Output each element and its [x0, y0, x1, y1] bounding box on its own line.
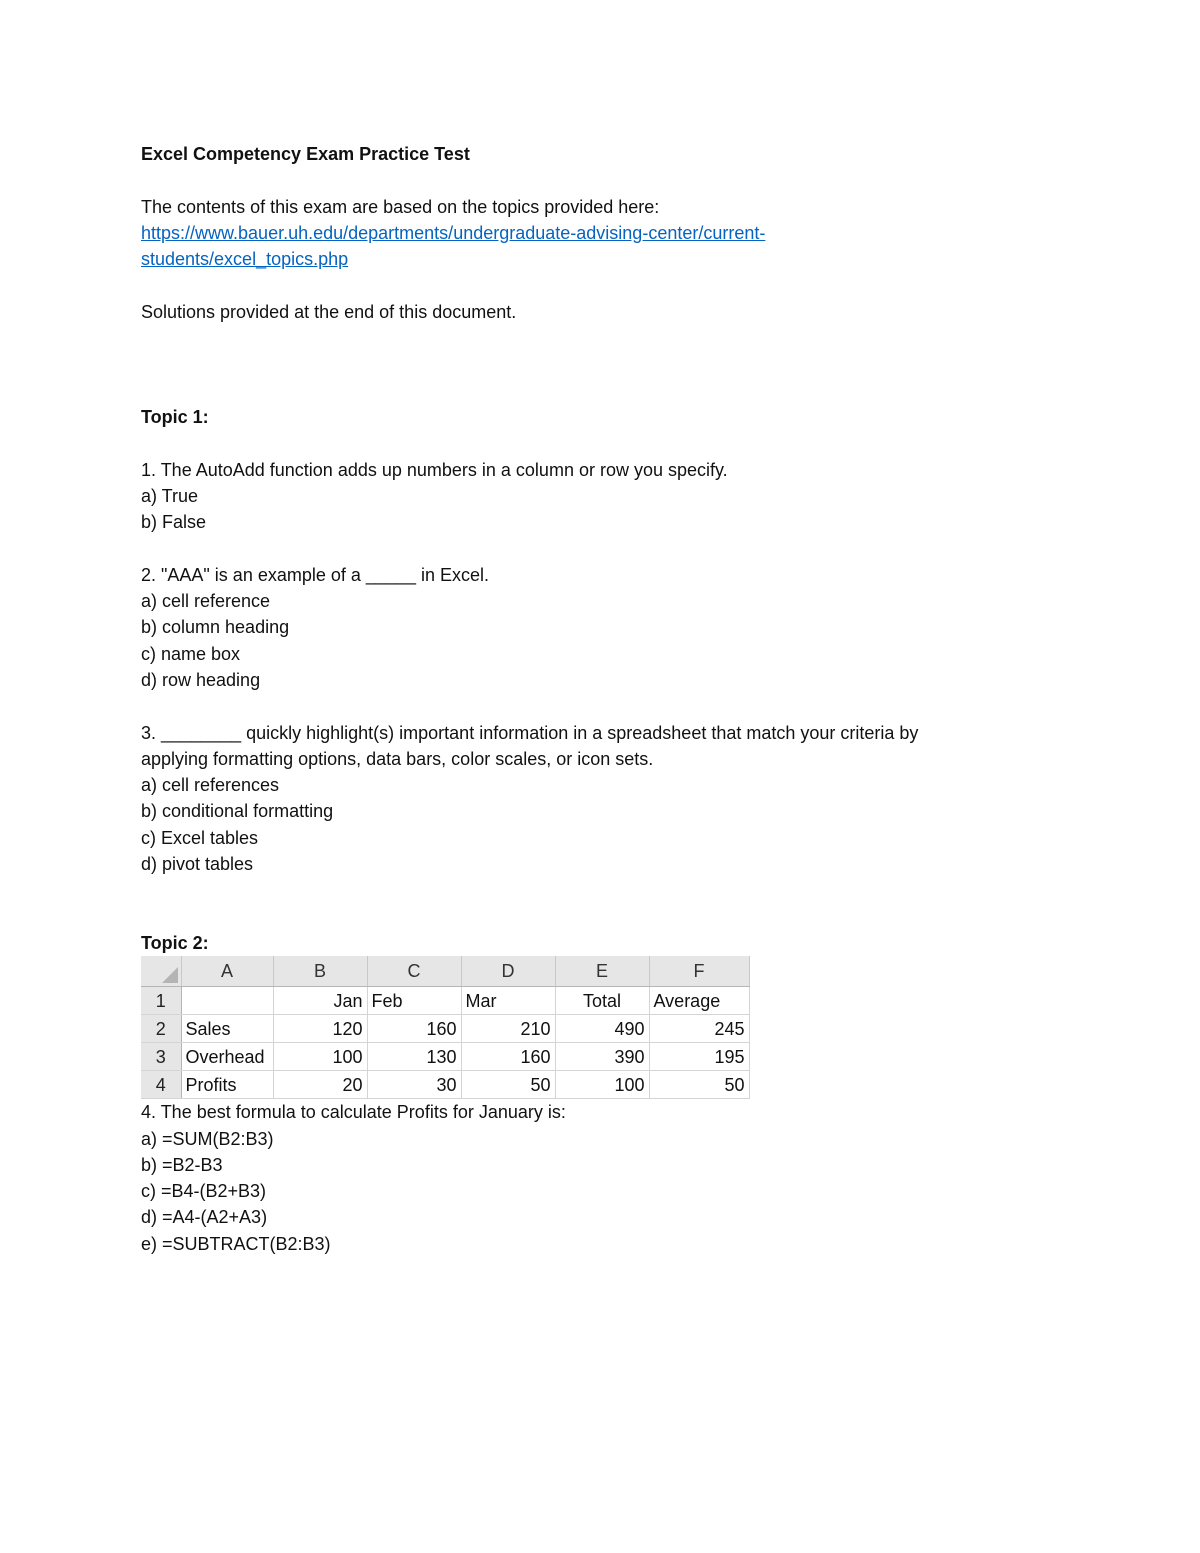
select-all-triangle-icon: [162, 967, 178, 983]
cell: Feb: [367, 987, 461, 1015]
question-4-option-d: d) =A4-(A2+A3): [141, 1207, 268, 1228]
row-header: 2: [141, 1015, 181, 1043]
question-4-option-a: a) =SUM(B2:B3): [141, 1128, 274, 1149]
question-4-option-b: b) =B2-B3: [141, 1154, 223, 1175]
table-row: [141, 1071, 749, 1099]
row-header: 1: [141, 987, 181, 1015]
spacer: [141, 877, 1041, 903]
question-4-option-e: e) =SUBTRACT(B2:B3): [141, 1233, 331, 1254]
topics-link-line-1[interactable]: https://www.bauer.uh.edu/departments/undergraduate-advising-center/current-: [141, 222, 766, 243]
intro-text: The contents of this exam are based on the topics provided here:: [141, 196, 660, 217]
question-1-option-a: a) True: [141, 485, 199, 506]
column-header: F: [649, 956, 749, 987]
column-header: E: [555, 956, 649, 987]
cell: 100: [555, 1071, 649, 1099]
cell: Mar: [461, 987, 555, 1015]
cell: 50: [461, 1071, 555, 1099]
topic-2-heading: Topic 2:: [141, 932, 209, 953]
spacer: [141, 378, 1041, 404]
question-2-option-c: c) name box: [141, 643, 241, 664]
cell: 160: [461, 1043, 555, 1071]
column-header: C: [367, 956, 461, 987]
row-header: 4: [141, 1071, 181, 1099]
column-header: D: [461, 956, 555, 987]
spacer: [141, 430, 1041, 456]
table-row: [141, 987, 749, 1015]
document-page: [141, 141, 1041, 1257]
question-3-line-2: applying formatting options, data bars, color scales, or icon sets.: [141, 748, 654, 769]
topics-link-line-2[interactable]: students/excel_topics.php: [141, 249, 349, 270]
cell: 160: [367, 1015, 461, 1043]
spacer: [141, 272, 1041, 298]
spacer: [141, 693, 1041, 719]
topic-1-heading: Topic 1:: [141, 406, 209, 427]
document-title: Excel Competency Exam Practice Test: [141, 144, 470, 164]
cell: 245: [649, 1015, 749, 1043]
question-4: 4. The best formula to calculate Profits for January is:: [141, 1102, 566, 1123]
spacer: [141, 904, 1041, 930]
question-3-option-a: a) cell references: [141, 775, 280, 796]
question-4-option-c: c) =B4-(B2+B3): [141, 1181, 267, 1202]
spacer: [141, 351, 1041, 377]
cell: Average: [649, 987, 749, 1015]
question-2-option-a: a) cell reference: [141, 591, 271, 612]
row-header: 3: [141, 1043, 181, 1071]
cell: 20: [273, 1071, 367, 1099]
cell: 100: [273, 1043, 367, 1071]
cell: [181, 987, 273, 1015]
question-2-option-d: d) row heading: [141, 669, 261, 690]
cell: 120: [273, 1015, 367, 1043]
question-1: 1. The AutoAdd function adds up numbers in a column or row you specify.: [141, 459, 728, 480]
question-3-option-d: d) pivot tables: [141, 854, 254, 875]
question-2: 2. "AAA" is an example of a _____ in Excel.: [141, 564, 489, 585]
column-header: A: [181, 956, 273, 987]
question-2-option-b: b) column heading: [141, 617, 290, 638]
cell: 30: [367, 1071, 461, 1099]
column-header-row: [141, 956, 749, 987]
cell: Jan: [273, 987, 367, 1015]
spacer: [141, 325, 1041, 351]
cell: 130: [367, 1043, 461, 1071]
table-row: [141, 1043, 749, 1071]
cell: 50: [649, 1071, 749, 1099]
spacer: [141, 167, 1041, 193]
question-3-line-1: 3. ________ quickly highlight(s) important information in a spreadsheet that match your criteria by: [141, 722, 919, 743]
cell: 210: [461, 1015, 555, 1043]
cell: Overhead: [181, 1043, 273, 1071]
cell: 490: [555, 1015, 649, 1043]
spacer: [141, 535, 1041, 561]
cell: Profits: [181, 1071, 273, 1099]
column-header: B: [273, 956, 367, 987]
question-1-option-b: b) False: [141, 512, 207, 533]
cell: Total: [555, 987, 649, 1015]
cell: Sales: [181, 1015, 273, 1043]
solutions-note: Solutions provided at the end of this document.: [141, 301, 517, 322]
question-3-option-b: b) conditional formatting: [141, 801, 334, 822]
question-3-option-c: c) Excel tables: [141, 827, 259, 848]
cell: 390: [555, 1043, 649, 1071]
table-row: [141, 1015, 749, 1043]
select-all-corner: [141, 956, 181, 987]
cell: 195: [649, 1043, 749, 1071]
spreadsheet-image: [141, 956, 750, 1099]
